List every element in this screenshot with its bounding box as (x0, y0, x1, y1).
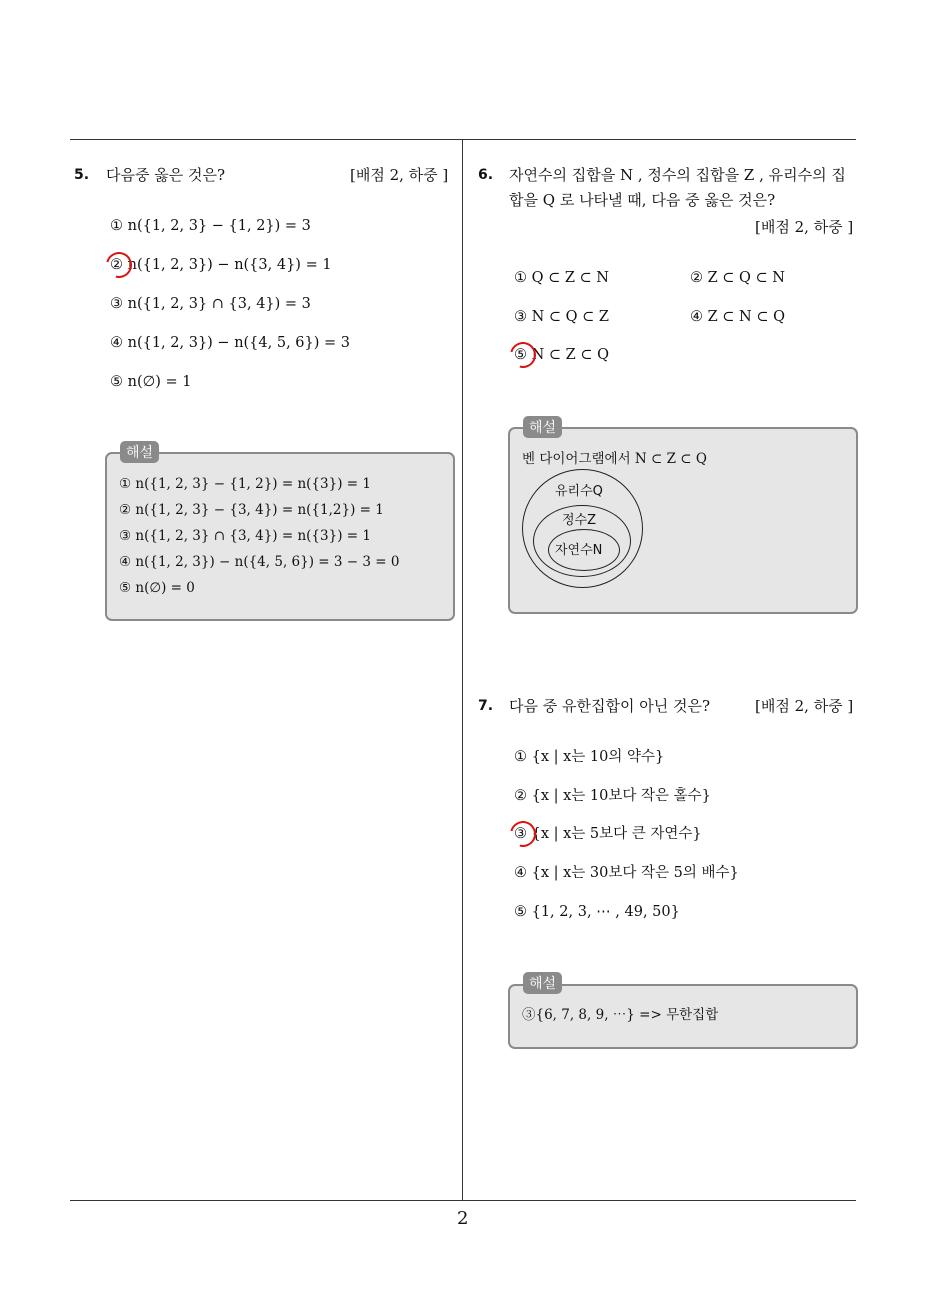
choice-3[interactable]: ③ {x | x는 5보다 큰 자연수} (514, 826, 702, 842)
explanation-tag: 해설 (523, 972, 562, 994)
choice-1[interactable]: ① n({1, 2, 3} − {1, 2}) = 3 (110, 218, 311, 234)
choice-2[interactable]: ② {x | x는 10보다 작은 홀수} (514, 788, 711, 804)
choice-5[interactable]: ⑤ {1, 2, 3, ⋯ , 49, 50} (514, 904, 680, 920)
choice-2[interactable]: ② Z ⊂ Q ⊂ N (690, 270, 785, 286)
question-text: 다음 중 유한집합이 아닌 것은? (509, 697, 710, 715)
choice-3[interactable]: ③ n({1, 2, 3} ∩ {3, 4}) = 3 (110, 296, 311, 312)
explanation-tag: 해설 (120, 441, 159, 463)
venn-outer-label: 유리수Q (555, 484, 603, 499)
question-text-line2: 합을 Q 로 나타낼 때, 다음 중 옳은 것은? (509, 191, 776, 209)
question-number: 6. (478, 167, 494, 183)
question-text-line1: 자연수의 집합을 N , 정수의 집합을 Z , 유리수의 집 (509, 166, 846, 184)
choice-3[interactable]: ③ N ⊂ Q ⊂ Z (514, 309, 609, 325)
choice-4[interactable]: ④ {x | x는 30보다 작은 5의 배수} (514, 865, 739, 881)
choice-4[interactable]: ④ n({1, 2, 3}) − n({4, 5, 6}) = 3 (110, 335, 351, 351)
explanation-line: ④ n({1, 2, 3}) − n({4, 5, 6}) = 3 − 3 = 0 (119, 554, 400, 570)
explanation-box (508, 427, 858, 614)
bottom-rule (70, 1200, 856, 1201)
choice-5[interactable]: ⑤ n(∅) = 1 (110, 374, 192, 390)
venn-inner-label: 자연수N (555, 543, 603, 558)
page-number: 2 (457, 1208, 469, 1229)
column-divider (462, 139, 463, 1201)
explanation-line: ⑤ n(∅) = 0 (119, 580, 195, 596)
answer-mark (101, 247, 137, 283)
points-label: [배점 2, 하중 ] (350, 166, 449, 184)
question-text: 다음중 옳은 것은? (106, 166, 226, 184)
explanation-tag: 해설 (523, 416, 562, 438)
question-number: 7. (478, 698, 494, 714)
choice-1[interactable]: ① {x | x는 10의 약수} (514, 749, 665, 765)
question-number: 5. (74, 167, 90, 183)
explanation-line: ③{6, 7, 8, 9, ⋯} => 무한집합 (522, 1007, 719, 1023)
explanation-box (105, 452, 455, 621)
explanation-line: ① n({1, 2, 3} − {1, 2}) = n({3}) = 1 (119, 476, 371, 492)
explanation-line: 벤 다이어그램에서 N ⊂ Z ⊂ Q (522, 451, 707, 467)
points-label: [배점 2, 하중 ] (755, 218, 854, 236)
choice-2[interactable]: ② n({1, 2, 3}) − n({3, 4}) = 1 (110, 257, 332, 273)
choice-1[interactable]: ① Q ⊂ Z ⊂ N (514, 270, 609, 286)
explanation-line: ② n({1, 2, 3} − {3, 4}) = n({1,2}) = 1 (119, 502, 384, 518)
choice-4[interactable]: ④ Z ⊂ N ⊂ Q (690, 309, 785, 325)
venn-middle-label: 정수Z (562, 513, 597, 528)
answer-mark (505, 337, 541, 373)
top-rule (70, 139, 856, 140)
explanation-box (508, 984, 858, 1049)
points-label: [배점 2, 하중 ] (755, 697, 854, 715)
explanation-line: ③ n({1, 2, 3} ∩ {3, 4}) = n({3}) = 1 (119, 528, 371, 544)
answer-mark (505, 816, 541, 852)
choice-5[interactable]: ⑤ N ⊂ Z ⊂ Q (514, 347, 609, 363)
